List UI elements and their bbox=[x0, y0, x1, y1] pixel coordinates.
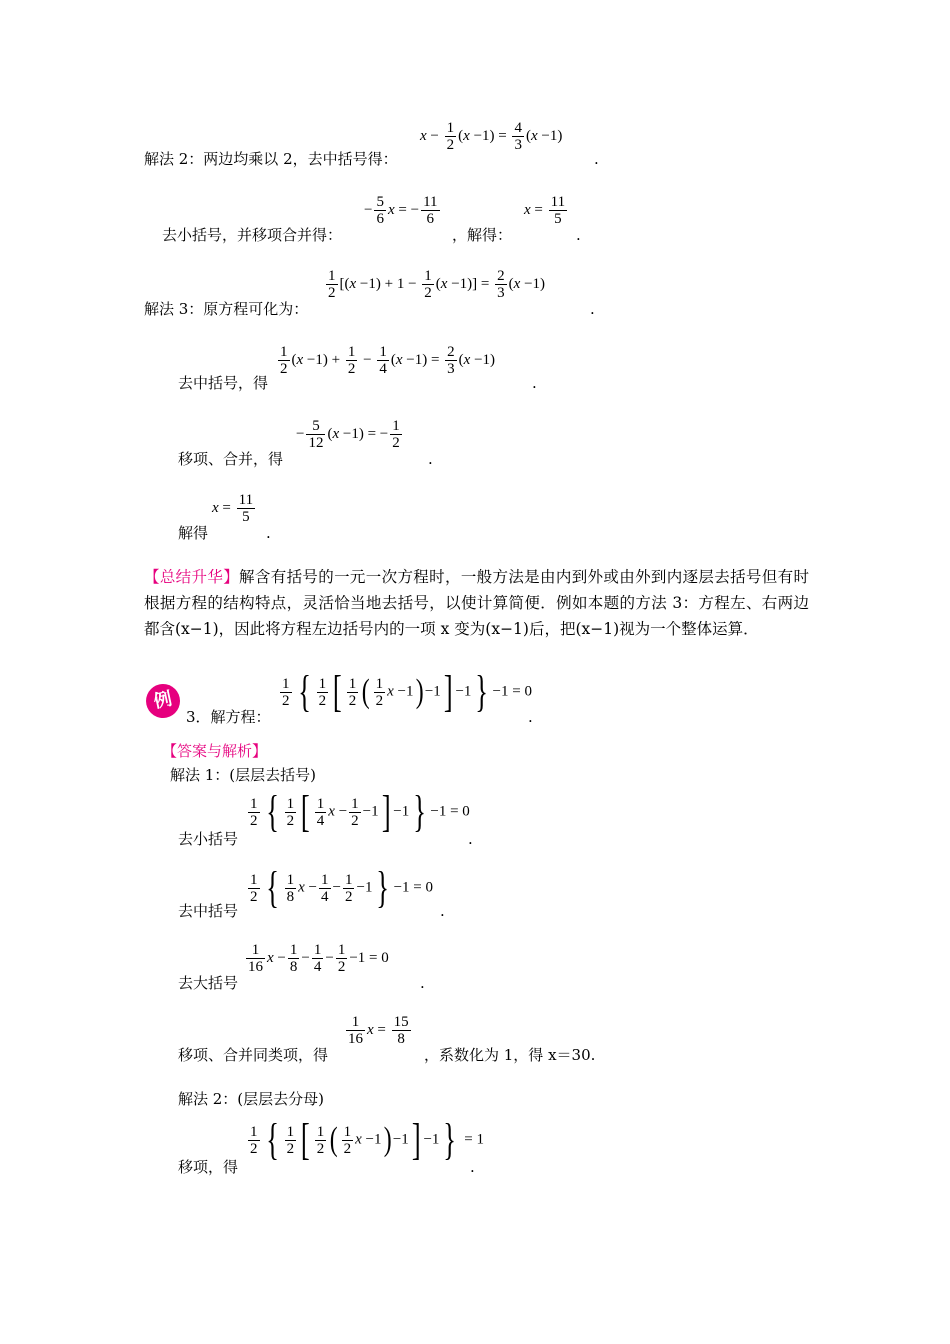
m1-step4-label: 移项、合并同类项，得 bbox=[178, 1046, 329, 1064]
equation-1: x − $\frac{1}{2}$ (x −1) = $\frac{4}{3}$ (x −1) bbox=[420, 120, 563, 153]
answer-tag: 【答案与解析】 bbox=[162, 742, 268, 760]
equation-6: − $\frac{5}{12}$ (x −1) = − $\frac{1}{2}$ bbox=[296, 418, 400, 451]
equation-4: $\frac{1}{2}$ [(x −1) + 1 − $\frac{1}{2}$ (x −1)] = $\frac{2}{3}$ (x −1) bbox=[328, 268, 546, 301]
method2-title: 解法 2：(层层去分母) bbox=[178, 1090, 325, 1108]
solve-label: ，解得： bbox=[452, 226, 513, 244]
equation-3: x = $\frac{11}{5}$ bbox=[524, 194, 566, 227]
step-remove-middle-brackets: 去中括号，得 bbox=[178, 374, 269, 392]
period: . bbox=[594, 150, 599, 168]
method1-title: 解法 1：(层层去括号) bbox=[170, 766, 317, 784]
example-badge-icon: 例 bbox=[143, 681, 183, 721]
equation-m1-4: $\frac{1}{16}$ x = $\frac{15}{8}$ bbox=[348, 1014, 409, 1047]
period: . bbox=[468, 830, 473, 848]
method2-label: 解法 2：两边均乘以 2，去中括号得： bbox=[144, 150, 398, 168]
equation-2: − $\frac{5}{6}$ x = − $\frac{11}{6}$ bbox=[364, 194, 438, 227]
m1-step2-label: 去中括号 bbox=[178, 902, 239, 920]
step-move-combine: 移项、合并，得 bbox=[178, 450, 284, 468]
step-remove-small-brackets: 去小括号，并移项合并得： bbox=[162, 226, 343, 244]
equation-7: x = $\frac{11}{5}$ bbox=[212, 492, 254, 525]
summary-paragraph bbox=[144, 564, 809, 642]
equation-m2-1: $\frac{1}{2}$ { $\frac{1}{2}$ [ $\frac{1}{2}$ ( $\frac{1}{2}$ x −1) −1] −1} = 1 bbox=[250, 1115, 485, 1164]
period: . bbox=[266, 524, 271, 542]
summary-tag: 【总结升华】 bbox=[144, 568, 240, 586]
period: . bbox=[532, 374, 537, 392]
m2-step1-label: 移项，得 bbox=[178, 1158, 239, 1176]
m1-step3-label: 去大括号 bbox=[178, 974, 239, 992]
method3-label: 解法 3：原方程可化为： bbox=[144, 300, 309, 318]
equation-m1-1: $\frac{1}{2}$ { $\frac{1}{2}$ [ $\frac{1}{4}$ x − $\frac{1}{2}$ −1] −1} −1 = 0 bbox=[250, 787, 470, 836]
summary-body: 解含有括号的一元一次方程时，一般方法是由内到外或由外到内逐层去括号但有时根据方程的结构特点，灵活恰当地去括号，以使计算简便．例如本题的方法 3：方程左、右两边都含(x−1)，因此将方程左边括号内的一项 x 变为(x−1)后，把(x−1)视为一个整体运算． bbox=[144, 568, 809, 638]
example-prompt: 3．解方程： bbox=[186, 708, 271, 726]
period: . bbox=[470, 1158, 475, 1176]
period: . bbox=[590, 300, 595, 318]
equation-5: $\frac{1}{2}$ (x −1) + $\frac{1}{2}$ − $\frac{1}{4}$ (x −1) = $\frac{2}{3}$ (x −1) bbox=[280, 344, 496, 377]
equation-m1-2: $\frac{1}{2}$ { $\frac{1}{8}$ x − $\frac{1}{4}$ − $\frac{1}{2}$ −1} −1 = 0 bbox=[250, 863, 433, 912]
m1-step4-result: ，系数化为 1，得 x＝30. bbox=[424, 1046, 596, 1064]
step-solve: 解得 bbox=[178, 524, 209, 542]
period: . bbox=[428, 450, 433, 468]
equation-example: $\frac{1}{2}$ { $\frac{1}{2}$ [ $\frac{1}{2}$ ( $\frac{1}{2}$ x −1) −1] −1} −1 = 0 bbox=[282, 667, 532, 716]
period: . bbox=[528, 708, 533, 726]
period: . bbox=[440, 902, 445, 920]
m1-step1-label: 去小括号 bbox=[178, 830, 239, 848]
equation-m1-3: $\frac{1}{16}$ x − $\frac{1}{8}$ − $\frac{1}{4}$ − $\frac{1}{2}$ −1 = 0 bbox=[248, 942, 389, 975]
period: . bbox=[420, 974, 425, 992]
period: . bbox=[576, 226, 581, 244]
